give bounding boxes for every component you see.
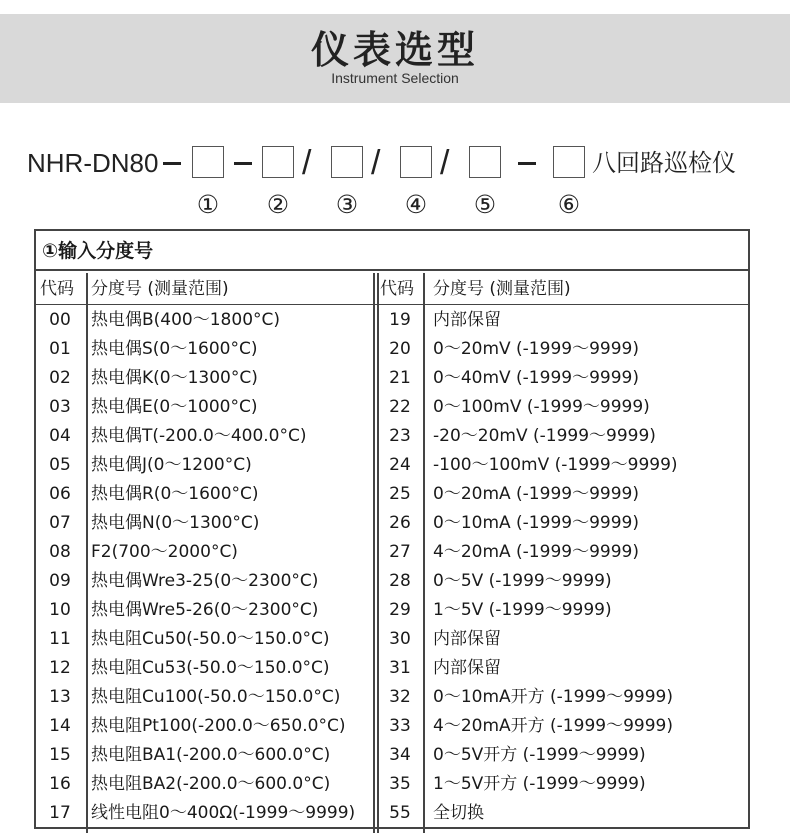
header-range-left: 分度号 (测量范围) bbox=[91, 279, 229, 299]
row-code: 05 bbox=[49, 455, 71, 475]
row-range: 热电阻Cu53(-50.0～150.0°C) bbox=[91, 658, 330, 678]
row-range: 线性电阻0～400Ω(-1999～9999) bbox=[91, 803, 356, 823]
row-range: 4～20mA开方 (-1999～9999) bbox=[433, 716, 673, 736]
row-code: 29 bbox=[389, 600, 411, 620]
row-code: 28 bbox=[389, 571, 411, 591]
row-code: 26 bbox=[389, 513, 411, 533]
slot-number-3: ③ bbox=[335, 190, 359, 219]
row-range: 热电偶S(0～1600°C) bbox=[91, 339, 258, 359]
row-range: 热电偶R(0～1600°C) bbox=[91, 484, 259, 504]
row-code: 03 bbox=[49, 397, 71, 417]
table-row bbox=[36, 741, 748, 770]
row-code: 01 bbox=[49, 339, 71, 359]
row-range: 热电偶K(0～1300°C) bbox=[91, 368, 258, 388]
row-range: 4～20mA (-1999～9999) bbox=[433, 542, 639, 562]
table-row bbox=[36, 567, 748, 596]
row-range: 0～5V (-1999～9999) bbox=[433, 571, 612, 591]
model-separator: / bbox=[440, 144, 450, 182]
header-banner bbox=[0, 14, 790, 103]
model-suffix: 八回路巡检仪 bbox=[592, 149, 736, 177]
row-code: 30 bbox=[389, 629, 411, 649]
row-code: 35 bbox=[389, 774, 411, 794]
model-slot-6 bbox=[553, 146, 585, 178]
table-row bbox=[36, 364, 748, 393]
row-range: 热电阻Cu100(-50.0～150.0°C) bbox=[91, 687, 341, 707]
row-code: 08 bbox=[49, 542, 71, 562]
row-range: 0～20mA (-1999～9999) bbox=[433, 484, 639, 504]
row-range: 热电阻BA1(-200.0～600.0°C) bbox=[91, 745, 331, 765]
row-range: 0～10mA开方 (-1999～9999) bbox=[433, 687, 673, 707]
row-code: 20 bbox=[389, 339, 411, 359]
slot-number-1: ① bbox=[196, 190, 220, 219]
row-code: 11 bbox=[49, 629, 71, 649]
row-range: 内部保留 bbox=[433, 310, 501, 330]
row-range: F2(700～2000°C) bbox=[91, 542, 238, 562]
header-code-right: 代码 bbox=[380, 279, 414, 299]
row-code: 27 bbox=[389, 542, 411, 562]
row-code: 07 bbox=[49, 513, 71, 533]
table-row bbox=[36, 799, 748, 828]
row-code: 12 bbox=[49, 658, 71, 678]
page-title: 仪表选型 bbox=[310, 28, 479, 72]
row-range: 1～5V开方 (-1999～9999) bbox=[433, 774, 646, 794]
table-row bbox=[36, 712, 748, 741]
row-range: -20～20mV (-1999～9999) bbox=[433, 426, 656, 446]
row-code: 33 bbox=[389, 716, 411, 736]
model-code bbox=[0, 140, 790, 230]
table-row bbox=[36, 596, 748, 625]
row-code: 09 bbox=[49, 571, 71, 591]
model-dash bbox=[163, 162, 181, 165]
table-row bbox=[36, 770, 748, 799]
table-row bbox=[36, 654, 748, 683]
row-range: 热电偶Wre5-26(0～2300°C) bbox=[91, 600, 319, 620]
model-prefix: NHR-DN80 bbox=[27, 148, 159, 178]
input-type-table bbox=[34, 229, 750, 829]
row-range: 0～20mV (-1999～9999) bbox=[433, 339, 639, 359]
row-range: 内部保留 bbox=[433, 658, 501, 678]
model-separator: / bbox=[371, 144, 381, 182]
row-range: 热电偶J(0～1200°C) bbox=[91, 455, 252, 475]
row-code: 22 bbox=[389, 397, 411, 417]
row-range: 0～10mA (-1999～9999) bbox=[433, 513, 639, 533]
row-code: 04 bbox=[49, 426, 71, 446]
row-code: 19 bbox=[389, 310, 411, 330]
table-row bbox=[36, 509, 748, 538]
row-code: 21 bbox=[389, 368, 411, 388]
table-header-row bbox=[36, 273, 748, 305]
model-slot-3 bbox=[331, 146, 363, 178]
row-range: 热电偶B(400～1800°C) bbox=[91, 310, 281, 330]
row-range: 0～40mV (-1999～9999) bbox=[433, 368, 639, 388]
row-code: 24 bbox=[389, 455, 411, 475]
row-code: 06 bbox=[49, 484, 71, 504]
row-code: 10 bbox=[49, 600, 71, 620]
row-code: 31 bbox=[389, 658, 411, 678]
row-range: 1～5V (-1999～9999) bbox=[433, 600, 612, 620]
row-range: 热电偶T(-200.0～400.0°C) bbox=[91, 426, 307, 446]
row-range: -100～100mV (-1999～9999) bbox=[433, 455, 678, 475]
row-code: 25 bbox=[389, 484, 411, 504]
table-row bbox=[36, 335, 748, 364]
model-slot-2 bbox=[262, 146, 294, 178]
model-slot-4 bbox=[400, 146, 432, 178]
row-range: 全切换 bbox=[433, 803, 484, 823]
row-range: 0～5V开方 (-1999～9999) bbox=[433, 745, 646, 765]
row-range: 热电偶Wre3-25(0～2300°C) bbox=[91, 571, 319, 591]
table-row bbox=[36, 422, 748, 451]
row-code: 55 bbox=[389, 803, 411, 823]
top-strip bbox=[0, 0, 790, 14]
row-code: 15 bbox=[49, 745, 71, 765]
row-range: 热电阻BA2(-200.0～600.0°C) bbox=[91, 774, 331, 794]
slot-number-2: ② bbox=[266, 190, 290, 219]
row-code: 16 bbox=[49, 774, 71, 794]
row-code: 32 bbox=[389, 687, 411, 707]
table-row bbox=[36, 480, 748, 509]
model-separator: / bbox=[302, 144, 312, 182]
model-dash bbox=[518, 162, 536, 165]
row-code: 34 bbox=[389, 745, 411, 765]
row-range: 热电阻Pt100(-200.0～650.0°C) bbox=[91, 716, 346, 736]
row-code: 17 bbox=[49, 803, 71, 823]
row-range: 内部保留 bbox=[433, 629, 501, 649]
slot-number-6: ⑥ bbox=[557, 190, 581, 219]
page-subtitle: Instrument Selection bbox=[331, 70, 459, 86]
slot-number-5: ⑤ bbox=[473, 190, 497, 219]
table-row bbox=[36, 451, 748, 480]
row-code: 23 bbox=[389, 426, 411, 446]
row-code: 14 bbox=[49, 716, 71, 736]
slot-number-4: ④ bbox=[404, 190, 428, 219]
row-range: 0～100mV (-1999～9999) bbox=[433, 397, 650, 417]
model-slot-5 bbox=[469, 146, 501, 178]
table-row bbox=[36, 306, 748, 335]
table-row bbox=[36, 625, 748, 654]
header-code-left: 代码 bbox=[40, 279, 74, 299]
row-code: 13 bbox=[49, 687, 71, 707]
model-dash bbox=[234, 162, 252, 165]
header-range-right: 分度号 (测量范围) bbox=[433, 279, 571, 299]
row-range: 热电偶E(0～1000°C) bbox=[91, 397, 258, 417]
table-row bbox=[36, 393, 748, 422]
model-slot-1 bbox=[192, 146, 224, 178]
table-section-title: ①输入分度号 bbox=[36, 231, 748, 271]
table-row bbox=[36, 683, 748, 712]
row-range: 热电偶N(0～1300°C) bbox=[91, 513, 260, 533]
table-row bbox=[36, 538, 748, 567]
row-code: 00 bbox=[49, 310, 71, 330]
row-code: 02 bbox=[49, 368, 71, 388]
row-range: 热电阻Cu50(-50.0～150.0°C) bbox=[91, 629, 330, 649]
